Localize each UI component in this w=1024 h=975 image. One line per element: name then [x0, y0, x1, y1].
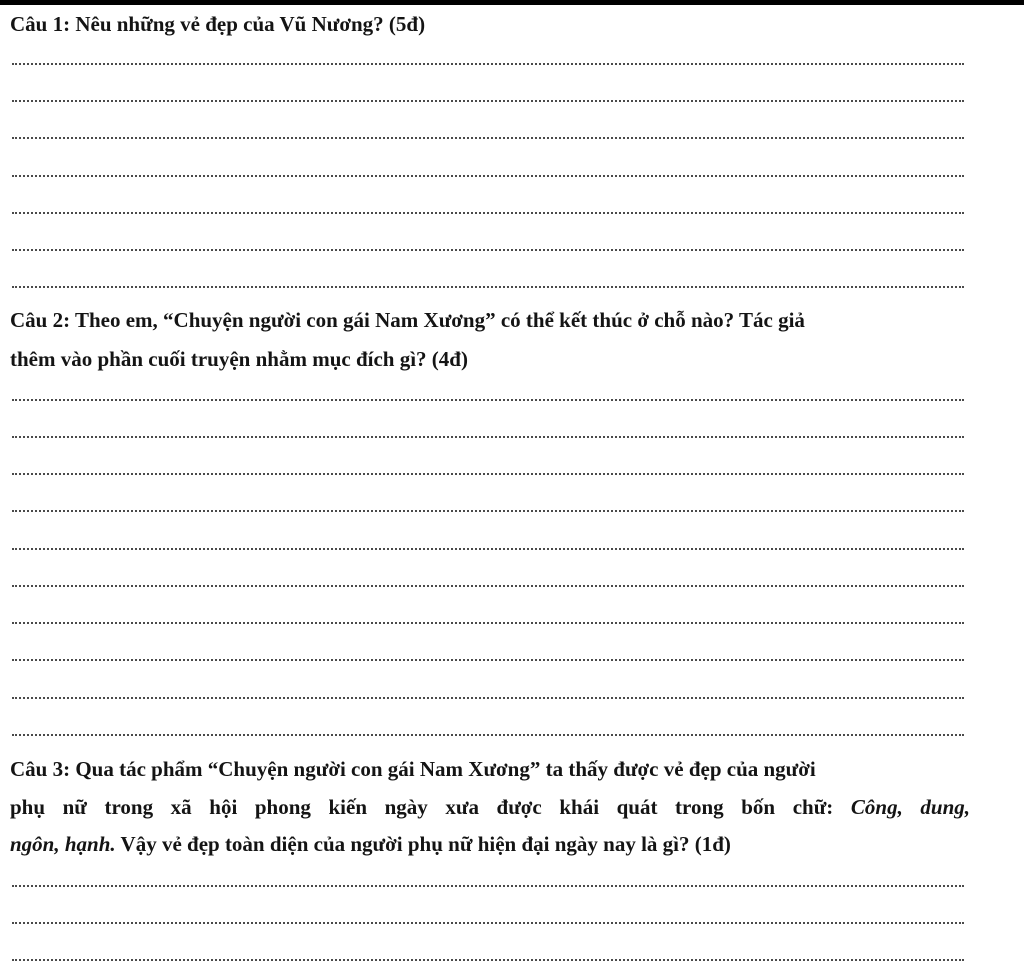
answer-line-q2-6[interactable]	[12, 585, 964, 587]
answer-line-q2-1[interactable]	[12, 399, 964, 401]
answer-line-q1-4[interactable]	[12, 175, 964, 177]
question-3-line-3-text: Vậy vẻ đẹp toàn diện của người phụ nữ hiện đại ngày nay là gì? (1đ)	[115, 832, 731, 856]
answer-line-q2-3[interactable]	[12, 473, 964, 475]
answer-line-q2-4[interactable]	[12, 510, 964, 512]
answer-line-q3-2[interactable]	[12, 922, 964, 924]
question-3-keywords-part-2: ngôn, hạnh.	[10, 832, 116, 856]
answer-line-q2-10[interactable]	[12, 734, 964, 736]
answer-line-q2-8[interactable]	[12, 659, 964, 661]
answer-line-q3-3[interactable]	[12, 959, 964, 961]
question-2-text-line-2: thêm vào phần cuối truyện nhằm mục đích gì? (4đ)	[10, 347, 468, 371]
question-3-text-line-3	[10, 831, 731, 857]
answer-line-q2-5[interactable]	[12, 548, 964, 550]
answer-line-q2-9[interactable]	[12, 697, 964, 699]
question-3-text-line-2	[10, 794, 970, 820]
answer-line-q1-2[interactable]	[12, 100, 964, 102]
answer-line-q2-7[interactable]	[12, 622, 964, 624]
answer-line-q1-3[interactable]	[12, 137, 964, 139]
answer-line-q1-1[interactable]	[12, 63, 964, 65]
answer-line-q2-2[interactable]	[12, 436, 964, 438]
answer-line-q3-1[interactable]	[12, 885, 964, 887]
question-3-keywords-part-1: Công, dung,	[850, 795, 971, 819]
answer-line-q1-5[interactable]	[12, 212, 964, 214]
question-1-text: Câu 1: Nêu những vẻ đẹp của Vũ Nương? (5đ)	[10, 12, 426, 36]
question-3-text-line-1: Câu 3: Qua tác phẩm “Chuyện người con gái Nam Xương” ta thấy được vẻ đẹp của người	[10, 757, 816, 781]
answer-line-q1-7[interactable]	[12, 286, 964, 288]
page-top-edge	[0, 0, 1024, 5]
question-2-text-line-1: Câu 2: Theo em, “Chuyện người con gái Nam Xương” có thể kết thúc ở chỗ nào? Tác giả	[10, 308, 805, 332]
question-3-line-2-text: phụ nữ trong xã hội phong kiến ngày xưa được khái quát trong bốn chữ:	[10, 795, 834, 819]
answer-line-q1-6[interactable]	[12, 249, 964, 251]
